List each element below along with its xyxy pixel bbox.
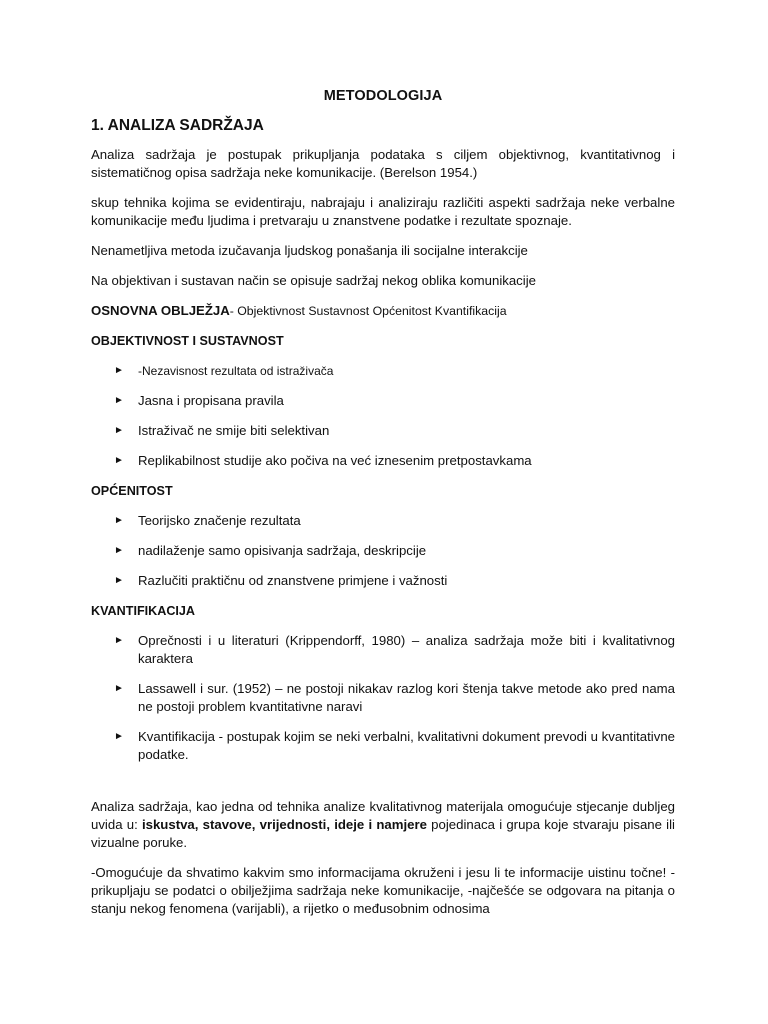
- paragraph-insight: [91, 798, 675, 852]
- bullet-arrow-icon: ►: [114, 635, 124, 646]
- basic-features-line: [91, 302, 675, 320]
- list-item: [91, 680, 675, 716]
- paragraph-definition: Analiza sadržaja je postupak prikupljanja podataka s ciljem objektivnog, kvantitativnog i sistematičnog opisa sadržaja neke komunikacije. (Berelson 1954.): [91, 147, 675, 180]
- list-item: [91, 632, 675, 668]
- bullet-arrow-icon: ►: [114, 545, 124, 556]
- list-item: [91, 542, 675, 560]
- paragraph-techniques: skup tehnika kojima se evidentiraju, nabrajaju i analiziraju različiti aspekti sadržaja neke verbalne komunikacije među ljudima i pretvaraju u znanstvene podatke i rezultate spoznaje.: [91, 195, 675, 228]
- spacer: [91, 776, 675, 798]
- list-item-text: Oprečnosti i u literaturi (Krippendorff, 1980) – analiza sadržaja može biti i kvalitativnog karaktera: [138, 633, 675, 666]
- list-item: [91, 512, 675, 530]
- list-item: [91, 422, 675, 440]
- list-item: [91, 452, 675, 470]
- basic-features-list: - Objektivnost Sustavnost Općenitost Kvantifikacija: [229, 304, 507, 318]
- insight-text-start: Analiza sadržaja, kao jedna od tehnika analize kvalitativnog materijala omogućuje stjecanje dubljeg uvida u:: [91, 799, 675, 832]
- list-item: [91, 572, 675, 590]
- list-item-text: nadilaženje samo opisivanja sadržaja, deskripcije: [138, 543, 427, 558]
- bullet-arrow-icon: ►: [114, 683, 124, 694]
- paragraph-enables: -Omogućuje da shvatimo kakvim smo informacijama okruženi i jesu li te informacije uistinu točne! -prikupljaju se podatci o obilježjima sadržaja neke komunikacije, -najčešće se odgovara na pitanja o stanju nekog fenomena (varijabli), a rijetko o međusobnim odnosima: [91, 865, 675, 916]
- insight-text-end: pojedinaca i grupa koje stvaraju pisane ili vizualne poruke.: [91, 817, 675, 850]
- basic-features-label: OSNOVNA OBLJEŽJA: [91, 303, 230, 318]
- document-page: [91, 88, 675, 930]
- list-item-text: -Nezavisnost rezultata od istraživača: [138, 364, 334, 378]
- list-item: [91, 362, 675, 380]
- section-heading: 1. ANALIZA SADRŽAJA: [91, 117, 264, 134]
- paragraph-unobtrusive: Nenametljiva metoda izučavanja ljudskog ponašanja ili socijalne interakcije: [91, 243, 528, 258]
- list-quantification: [91, 632, 675, 764]
- document-title: METODOLOGIJA: [323, 88, 443, 104]
- bullet-arrow-icon: ►: [114, 515, 124, 526]
- paragraph-objective: Na objektivan i sustavan način se opisuje sadržaj nekog oblika komunikacije: [91, 273, 536, 288]
- list-item-text: Replikabilnost studije ako počiva na već iznesenim pretpostavkama: [138, 453, 532, 468]
- bullet-arrow-icon: ►: [114, 455, 124, 466]
- list-item-text: Lassawell i sur. (1952) – ne postoji nikakav razlog kori štenja takve metode ako pred nama ne postoji problem kvantitativne naravi: [138, 681, 675, 714]
- list-generality: [91, 512, 675, 590]
- bullet-arrow-icon: ►: [114, 575, 124, 586]
- heading-objectivity: OBJEKTIVNOST I SUSTAVNOST: [91, 334, 284, 348]
- list-item-text: Kvantifikacija - postupak kojim se neki verbalni, kvalitativni dokument prevodi u kvantitativne podatke.: [138, 729, 675, 762]
- bullet-arrow-icon: ►: [114, 365, 124, 376]
- list-item-text: Razlučiti praktičnu od znanstvene primjene i važnosti: [138, 573, 448, 588]
- list-item-text: Teorijsko značenje rezultata: [138, 513, 301, 528]
- list-objectivity: [91, 362, 675, 470]
- bullet-arrow-icon: ►: [114, 425, 124, 436]
- insight-text-bold: iskustva, stavove, vrijednosti, ideje i namjere: [141, 817, 427, 832]
- list-item-text: Istraživač ne smije biti selektivan: [138, 423, 330, 438]
- list-item: [91, 392, 675, 410]
- bullet-arrow-icon: ►: [114, 731, 124, 742]
- list-item: [91, 728, 675, 764]
- heading-generality: OPĆENITOST: [91, 484, 173, 498]
- bullet-arrow-icon: ►: [114, 395, 124, 406]
- heading-quantification: KVANTIFIKACIJA: [91, 604, 196, 618]
- list-item-text: Jasna i propisana pravila: [138, 393, 284, 408]
